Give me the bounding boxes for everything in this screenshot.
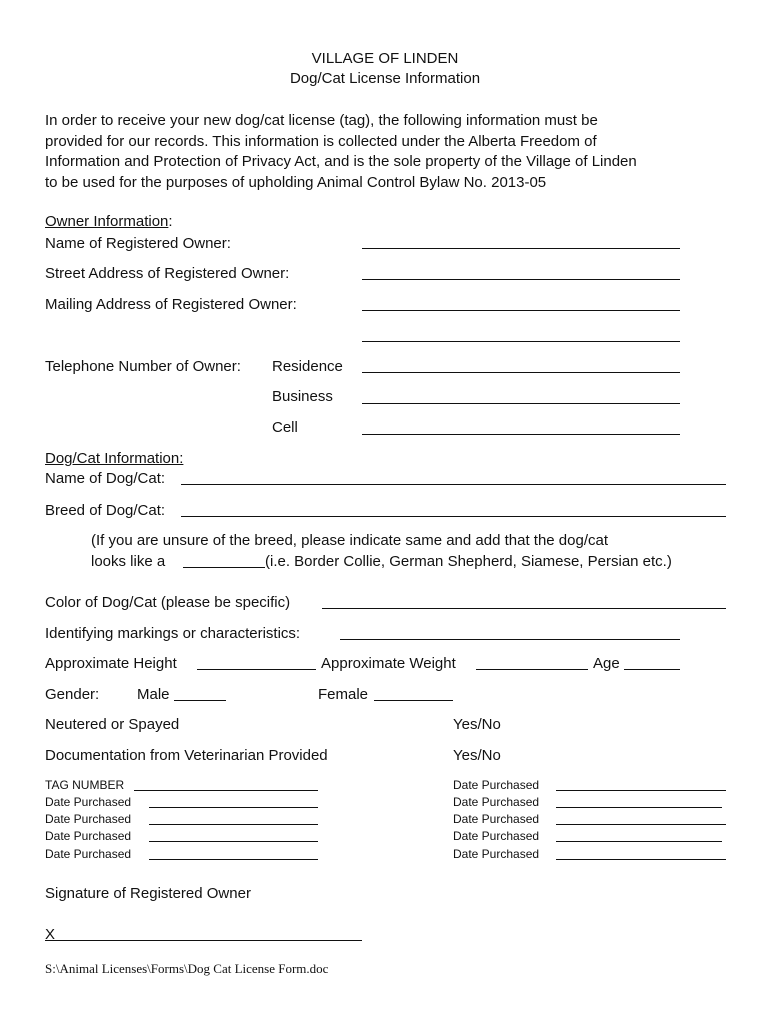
mailing-address-label: Mailing Address of Registered Owner: [45,296,297,313]
residence-phone-field[interactable] [362,372,680,373]
vet-documentation-label: Documentation from Veterinarian Provided [45,747,328,764]
left-date-purchased-label: Date Purchased [45,829,132,843]
document-title: VILLAGE OF LINDEN [311,50,459,67]
age-field[interactable] [624,669,680,670]
pet-section-heading: Dog/Cat Information: [45,450,184,467]
left-date-purchased-field[interactable] [149,841,318,842]
markings-label: Identifying markings or characteristics: [45,625,301,642]
street-address-label: Street Address of Registered Owner: [45,265,290,282]
right-date-purchased-label: Date Purchased [453,778,540,792]
intro-line: Information and Protection of Privacy Act, and is the sole property of the Village of Linden [45,153,637,170]
signature-label: Signature of Registered Owner [45,885,251,902]
tag-number-field[interactable] [134,790,318,791]
intro-line: provided for our records. This information is collected under the Alberta Freedom of [45,132,597,150]
business-phone-field[interactable] [362,403,680,404]
left-date-purchased-label: Date Purchased [45,847,132,861]
owner-section-heading: Owner Information: [45,213,173,230]
gender-label: Gender: [45,686,100,703]
intro-line: In order to receive your new dog/cat license (tag), the following information must be [45,112,598,129]
right-date-purchased-label: Date Purchased [453,847,540,861]
file-path-footer: S:\Animal Licenses\Forms\Dog Cat License Form.doc [45,961,329,976]
male-label: Male [137,686,170,703]
intro-line: to be used for the purposes of upholding Animal Control Bylaw No. 2013-05 [45,173,547,191]
right-date-purchased-field[interactable] [556,790,726,791]
weight-label: Approximate Weight [321,655,456,672]
residence-label: Residence [272,358,343,375]
female-field[interactable] [374,700,453,701]
signature-field[interactable] [45,940,362,941]
neutered-label: Neutered or Spayed [45,716,180,733]
female-label: Female [318,686,369,703]
document-subtitle: Dog/Cat License Information [289,70,481,87]
mailing-address-field-line-2[interactable] [362,341,680,342]
owner-name-field[interactable] [362,248,680,249]
male-field[interactable] [174,700,226,701]
vet-documentation-yes-no[interactable]: Yes/No [453,747,501,764]
left-date-purchased-field[interactable] [149,807,318,808]
breed-note-line-1: (If you are unsure of the breed, please indicate same and add that the dog/cat [91,532,609,549]
street-address-field[interactable] [362,279,680,280]
right-date-purchased-label: Date Purchased [453,795,540,809]
breed-label: Breed of Dog/Cat: [45,502,166,519]
breed-note-line-2b: (i.e. Border Collie, German Shepherd, Siamese, Persian etc.) [265,553,672,570]
cell-phone-field[interactable] [362,434,680,435]
tag-number-label: TAG NUMBER [45,778,125,792]
right-date-purchased-field[interactable] [556,807,722,808]
owner-name-label: Name of Registered Owner: [45,235,231,252]
left-date-purchased-field[interactable] [149,824,318,825]
color-field[interactable] [322,608,726,609]
right-date-purchased-field[interactable] [556,824,726,825]
neutered-yes-no[interactable]: Yes/No [453,716,501,733]
left-date-purchased-label: Date Purchased [45,795,132,809]
breed-field[interactable] [181,516,726,517]
weight-field[interactable] [476,669,588,670]
right-date-purchased-label: Date Purchased [453,829,540,843]
right-date-purchased-field[interactable] [556,859,726,860]
mailing-address-field[interactable] [362,310,680,311]
age-label: Age [593,655,620,672]
signature-x-mark: X [45,926,56,943]
pet-name-label: Name of Dog/Cat: [45,470,166,487]
telephone-label: Telephone Number of Owner: [45,358,241,375]
height-field[interactable] [197,669,316,670]
business-label: Business [272,388,333,405]
intro-paragraph [45,111,735,193]
cell-label: Cell [272,419,298,436]
pet-name-field[interactable] [181,484,726,485]
breed-note-line-2a: looks like a [91,553,166,570]
height-label: Approximate Height [45,655,177,672]
right-date-purchased-label: Date Purchased [453,812,540,826]
color-label: Color of Dog/Cat (please be specific) [45,594,291,611]
left-date-purchased-label: Date Purchased [45,812,132,826]
right-date-purchased-field[interactable] [556,841,722,842]
markings-field[interactable] [340,639,680,640]
left-date-purchased-field[interactable] [149,859,318,860]
looks-like-field[interactable] [183,567,265,568]
